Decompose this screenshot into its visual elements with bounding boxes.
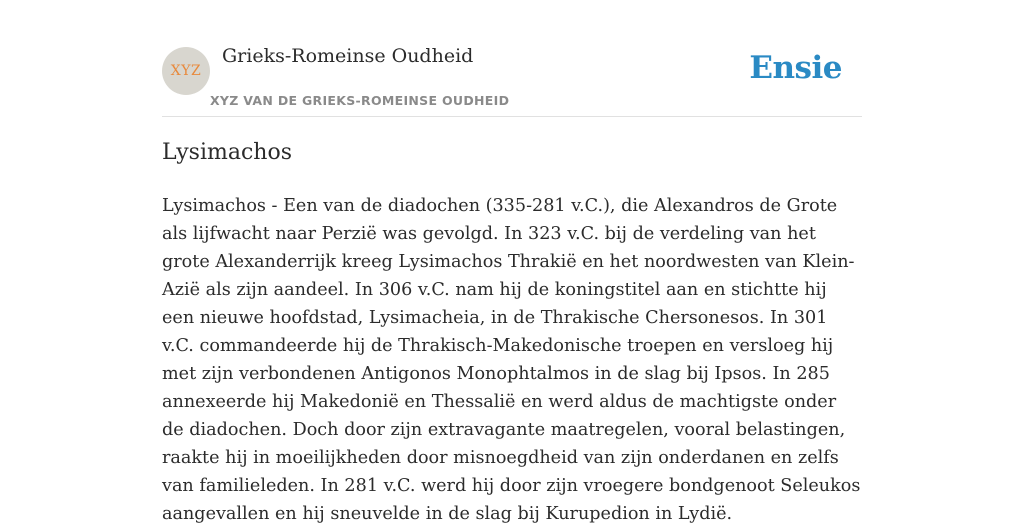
source-title[interactable]: Grieks-Romeinse Oudheid (222, 45, 474, 67)
ensie-logo[interactable]: Ensie (749, 50, 842, 86)
source-subtitle[interactable]: XYZ VAN DE GRIEKS-ROMEINSE OUDHEID (210, 93, 510, 108)
source-avatar[interactable]: XYZ (162, 47, 210, 95)
article-body: Lysimachos - Een van de diadochen (335-281 v.C.), die Alexandros de Grote als lijfwacht naar Perzië was gevolgd. In 323 v.C. bij de verdeling van het grote Alexanderrijk kreeg Lysimachos Thrakië en het noordwesten van Klein-Azië als zijn aandeel. In 306 v.C. nam hij de koningstitel aan en stichtte hij een nieuwe hoofdstad, Lysimacheia, in de Thrakische Chersonesos. In 301 v.C. commandeerde hij de Thrakisch-Makedonische troepen en versloeg hij met zijn verbondenen Antigonos Monophtalmos in de slag bij Ipsos. In 285 annexeerde hij Makedonië en Thessalië en werd aldus de machtigste onder de diadochen. Doch door zijn extravagante maatregelen, vooral belastingen, raakte hij in moeilijkheden door misnoegdheid van zijn onderdanen en zelfs van familieleden. In 281 v.C. werd hij door zijn vroegere bondgenoot Seleukos aangevallen en hij sneuvelde in de slag bij Kurupedion in Lydië. (162, 196, 861, 524)
page-container (162, 0, 862, 524)
source-header (162, 0, 862, 117)
article-title: Lysimachos (162, 140, 292, 165)
